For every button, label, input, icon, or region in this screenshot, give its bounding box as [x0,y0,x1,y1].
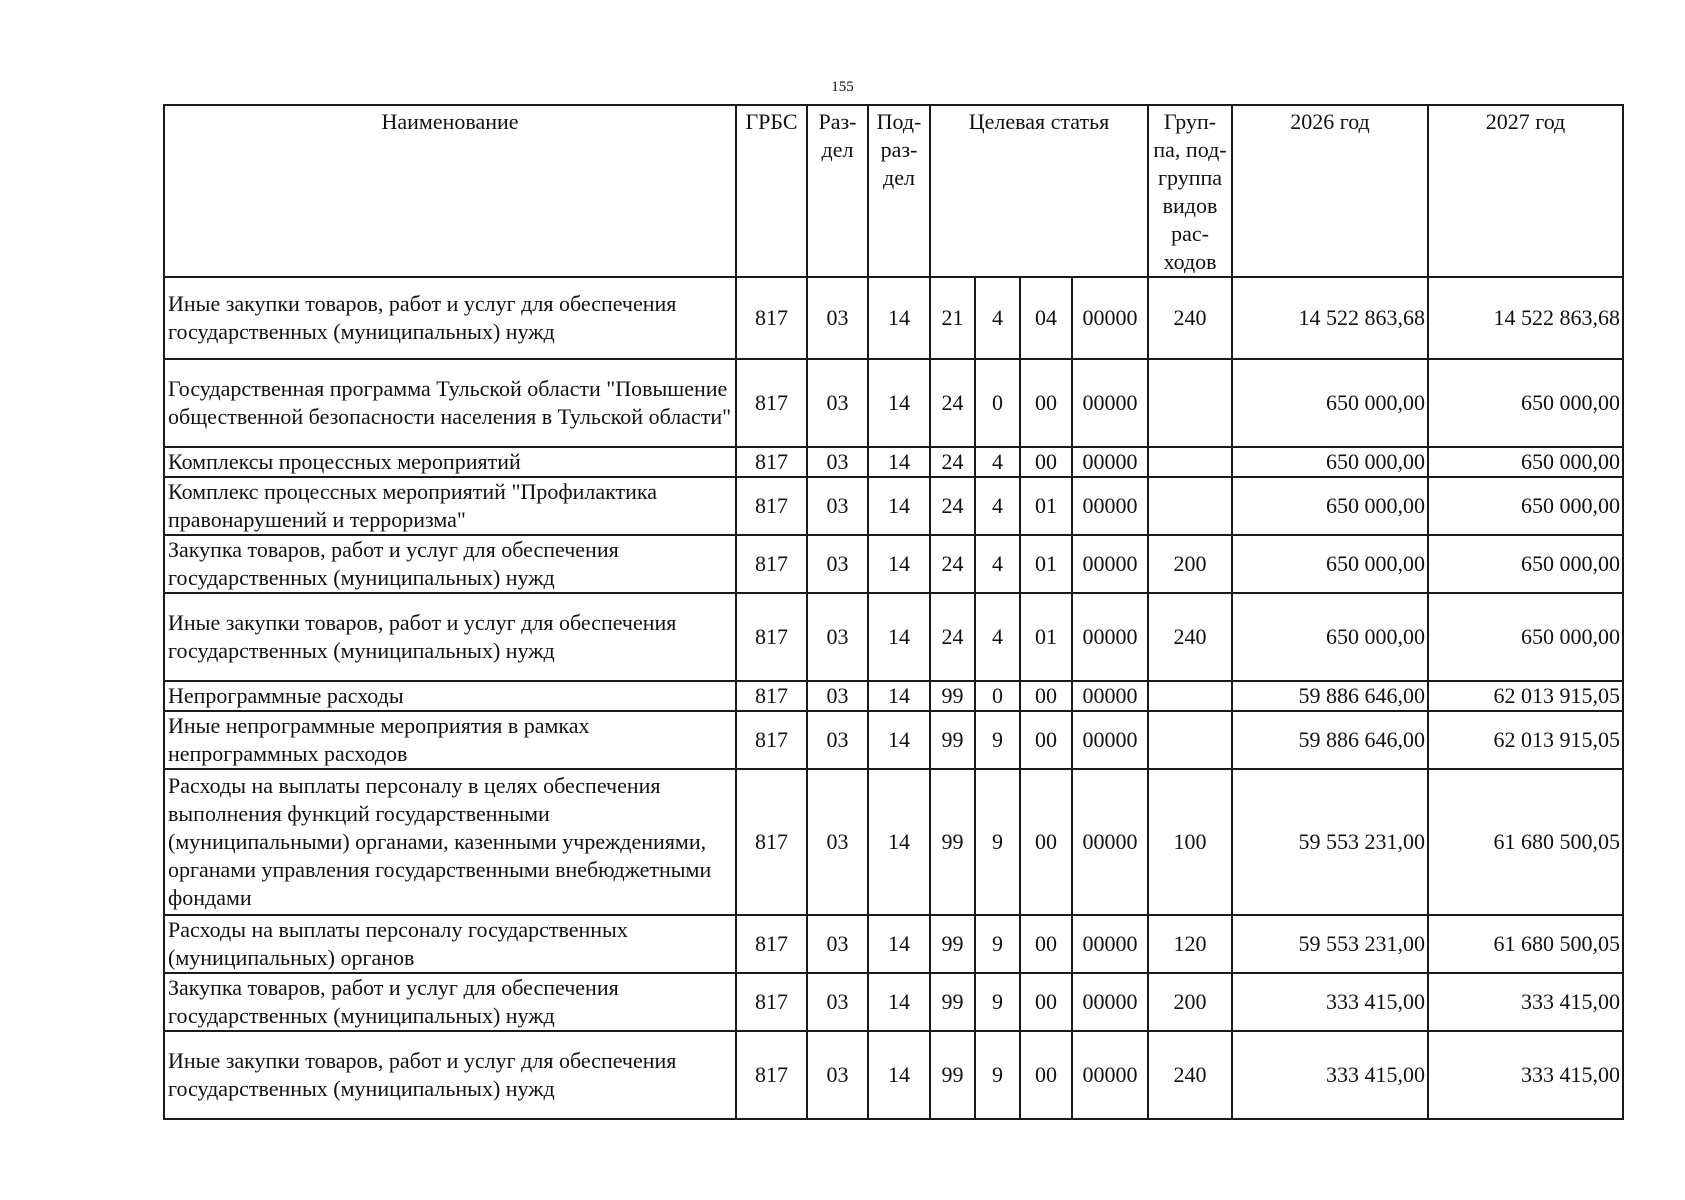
row-podrazdel: 14 [868,915,930,973]
header-target-article: Целевая статья [930,105,1148,277]
row-amount-2026: 14 522 863,68 [1232,277,1428,359]
row-grbs: 817 [736,593,807,681]
row-razdel: 03 [807,711,868,769]
row-target-2: 9 [975,915,1020,973]
row-podrazdel: 14 [868,973,930,1031]
row-amount-2027: 333 415,00 [1428,973,1623,1031]
header-expense-group: Груп- па, под- группа видов рас- ходов [1148,105,1232,277]
row-amount-2027: 61 680 500,05 [1428,769,1623,915]
row-razdel: 03 [807,915,868,973]
row-target-2: 4 [975,447,1020,477]
row-target-1: 99 [930,769,975,915]
row-group: 120 [1148,915,1232,973]
row-target-3: 00 [1020,769,1072,915]
row-name: Иные закупки товаров, работ и услуг для обеспечения государственных (муниципальных) нужд [164,593,736,681]
row-razdel: 03 [807,447,868,477]
row-target-2: 4 [975,277,1020,359]
row-razdel: 03 [807,593,868,681]
row-amount-2027: 650 000,00 [1428,477,1623,535]
row-target-2: 0 [975,359,1020,447]
row-target-4: 00000 [1072,1031,1148,1119]
table-header-row [164,105,1623,277]
row-group [1148,359,1232,447]
header-podrazdel: Под- раз- дел [868,105,930,277]
row-razdel: 03 [807,535,868,593]
row-grbs: 817 [736,359,807,447]
row-target-3: 00 [1020,681,1072,711]
row-target-4: 00000 [1072,447,1148,477]
row-amount-2026: 650 000,00 [1232,447,1428,477]
row-target-1: 24 [930,359,975,447]
row-target-1: 21 [930,277,975,359]
table-row [164,277,1623,359]
table-row [164,477,1623,535]
row-grbs: 817 [736,915,807,973]
row-target-1: 99 [930,973,975,1031]
row-grbs: 817 [736,769,807,915]
row-podrazdel: 14 [868,681,930,711]
row-target-3: 01 [1020,535,1072,593]
row-target-3: 00 [1020,915,1072,973]
page-number: 155 [831,79,854,95]
row-amount-2027: 650 000,00 [1428,359,1623,447]
row-group: 240 [1148,593,1232,681]
row-amount-2027: 650 000,00 [1428,535,1623,593]
row-target-4: 00000 [1072,973,1148,1031]
header-year-2026: 2026 год [1232,105,1428,277]
row-name: Государственная программа Тульской области "Повышение общественной безопасности населения в Тульской области" [164,359,736,447]
row-amount-2026: 59 553 231,00 [1232,769,1428,915]
row-target-3: 00 [1020,973,1072,1031]
row-target-3: 00 [1020,711,1072,769]
row-podrazdel: 14 [868,593,930,681]
header-grbs: ГРБС [736,105,807,277]
row-grbs: 817 [736,681,807,711]
table-row [164,769,1623,915]
table-row [164,915,1623,973]
table-row [164,593,1623,681]
row-name: Расходы на выплаты персоналу в целях обеспечения выполнения функций государственными (муниципальными) органами, казенными учреждениями, органами управления государственными внебюджетными фондами [164,769,736,915]
table-row [164,973,1623,1031]
row-amount-2027: 62 013 915,05 [1428,681,1623,711]
row-razdel: 03 [807,477,868,535]
row-podrazdel: 14 [868,1031,930,1119]
table-row [164,359,1623,447]
row-group [1148,477,1232,535]
row-razdel: 03 [807,681,868,711]
row-grbs: 817 [736,973,807,1031]
row-group: 240 [1148,1031,1232,1119]
row-group: 200 [1148,973,1232,1031]
budget-table [163,104,1624,1120]
row-target-3: 00 [1020,359,1072,447]
row-name: Расходы на выплаты персоналу государственных (муниципальных) органов [164,915,736,973]
row-target-4: 00000 [1072,769,1148,915]
row-group [1148,681,1232,711]
row-target-1: 24 [930,593,975,681]
row-target-2: 4 [975,535,1020,593]
row-grbs: 817 [736,277,807,359]
row-target-4: 00000 [1072,915,1148,973]
row-target-4: 00000 [1072,359,1148,447]
row-group: 100 [1148,769,1232,915]
row-podrazdel: 14 [868,477,930,535]
row-target-1: 99 [930,681,975,711]
row-amount-2026: 650 000,00 [1232,359,1428,447]
row-amount-2027: 14 522 863,68 [1428,277,1623,359]
row-target-4: 00000 [1072,681,1148,711]
header-name: Наименование [164,105,736,277]
row-target-3: 01 [1020,477,1072,535]
row-target-4: 00000 [1072,593,1148,681]
row-amount-2027: 333 415,00 [1428,1031,1623,1119]
row-amount-2026: 333 415,00 [1232,1031,1428,1119]
row-name: Закупка товаров, работ и услуг для обеспечения государственных (муниципальных) нужд [164,973,736,1031]
row-target-4: 00000 [1072,277,1148,359]
row-grbs: 817 [736,535,807,593]
row-target-1: 24 [930,535,975,593]
row-target-3: 01 [1020,593,1072,681]
row-podrazdel: 14 [868,535,930,593]
row-amount-2026: 59 886 646,00 [1232,681,1428,711]
row-podrazdel: 14 [868,359,930,447]
row-amount-2027: 650 000,00 [1428,593,1623,681]
row-amount-2026: 650 000,00 [1232,593,1428,681]
row-amount-2026: 59 553 231,00 [1232,915,1428,973]
row-target-4: 00000 [1072,535,1148,593]
row-target-1: 24 [930,447,975,477]
row-target-4: 00000 [1072,711,1148,769]
row-target-1: 99 [930,1031,975,1119]
row-podrazdel: 14 [868,447,930,477]
row-target-2: 9 [975,1031,1020,1119]
row-target-4: 00000 [1072,477,1148,535]
row-target-2: 0 [975,681,1020,711]
row-amount-2027: 650 000,00 [1428,447,1623,477]
table-row [164,1031,1623,1119]
row-target-3: 00 [1020,1031,1072,1119]
row-name: Непрограммные расходы [164,681,736,711]
row-podrazdel: 14 [868,769,930,915]
row-target-1: 24 [930,477,975,535]
row-name: Комплекс процессных мероприятий "Профилактика правонарушений и терроризма" [164,477,736,535]
row-target-3: 04 [1020,277,1072,359]
row-target-1: 99 [930,915,975,973]
row-target-2: 9 [975,973,1020,1031]
row-name: Иные непрограммные мероприятия в рамках непрограммных расходов [164,711,736,769]
table-row [164,447,1623,477]
row-name: Комплексы процессных мероприятий [164,447,736,477]
row-name: Иные закупки товаров, работ и услуг для обеспечения государственных (муниципальных) нужд [164,1031,736,1119]
row-group [1148,447,1232,477]
row-target-1: 99 [930,711,975,769]
row-razdel: 03 [807,277,868,359]
header-year-2027: 2027 год [1428,105,1623,277]
row-razdel: 03 [807,1031,868,1119]
row-name: Иные закупки товаров, работ и услуг для обеспечения государственных (муниципальных) нужд [164,277,736,359]
row-grbs: 817 [736,711,807,769]
row-razdel: 03 [807,359,868,447]
row-group: 240 [1148,277,1232,359]
row-grbs: 817 [736,1031,807,1119]
row-podrazdel: 14 [868,277,930,359]
row-grbs: 817 [736,447,807,477]
row-target-2: 9 [975,769,1020,915]
row-amount-2026: 650 000,00 [1232,535,1428,593]
row-target-2: 9 [975,711,1020,769]
table-row [164,681,1623,711]
table-row [164,535,1623,593]
table-row [164,711,1623,769]
row-group [1148,711,1232,769]
row-grbs: 817 [736,477,807,535]
row-target-2: 4 [975,477,1020,535]
row-target-2: 4 [975,593,1020,681]
row-amount-2026: 59 886 646,00 [1232,711,1428,769]
row-razdel: 03 [807,769,868,915]
row-amount-2026: 650 000,00 [1232,477,1428,535]
header-razdel: Раз- дел [807,105,868,277]
row-target-3: 00 [1020,447,1072,477]
row-razdel: 03 [807,973,868,1031]
row-amount-2026: 333 415,00 [1232,973,1428,1031]
row-amount-2027: 62 013 915,05 [1428,711,1623,769]
row-name: Закупка товаров, работ и услуг для обеспечения государственных (муниципальных) нужд [164,535,736,593]
row-group: 200 [1148,535,1232,593]
row-amount-2027: 61 680 500,05 [1428,915,1623,973]
row-podrazdel: 14 [868,711,930,769]
